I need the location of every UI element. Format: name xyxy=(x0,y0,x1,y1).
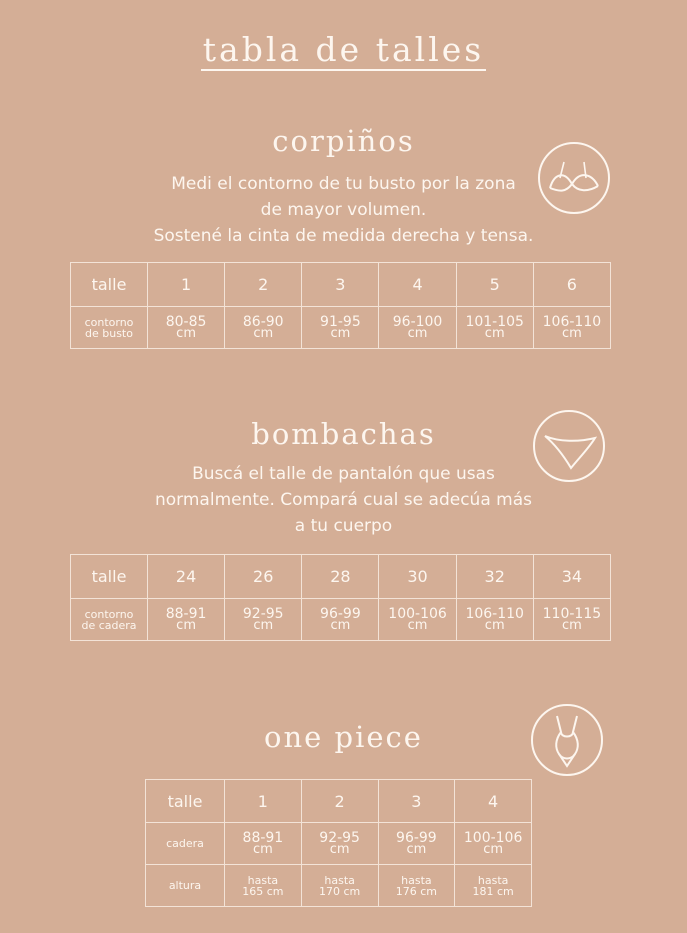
size-cell: 28 xyxy=(302,555,379,599)
height-cell: hasta 170 cm xyxy=(301,865,378,907)
page-title: tabla de talles xyxy=(202,30,485,69)
corpinos-size-table xyxy=(70,262,611,349)
height-cell: hasta 176 cm xyxy=(378,865,455,907)
size-cell: 2 xyxy=(301,780,378,823)
size-cell: 30 xyxy=(379,555,456,599)
measure-cell: 91-95 cm xyxy=(302,307,379,349)
measure-cell: 100-106 cm xyxy=(379,599,456,641)
bombachas-heading: bombachas xyxy=(251,417,436,451)
row-label-cadera: cadera xyxy=(146,823,225,865)
measure-cell: 106-110 cm xyxy=(533,307,610,349)
size-cell: 2 xyxy=(225,263,302,307)
row-label-contorno-busto: contorno de busto xyxy=(71,307,148,349)
measure-cell: 96-99 cm xyxy=(378,823,455,865)
row-label-talle: talle xyxy=(146,780,225,823)
size-cell: 6 xyxy=(533,263,610,307)
measure-cell: 106-110 cm xyxy=(456,599,533,641)
row-label-talle: talle xyxy=(71,555,148,599)
swimsuit-icon xyxy=(531,704,603,776)
size-cell: 5 xyxy=(456,263,533,307)
measure-cell: 80-85 cm xyxy=(148,307,225,349)
bombachas-description: Buscá el talle de pantalón que usas normalmente. Compará cual se adecúa más a tu cuerpo xyxy=(155,464,532,536)
onepiece-heading: one piece xyxy=(264,720,423,754)
measure-cell: 96-100 cm xyxy=(379,307,456,349)
measure-cell: 96-99 cm xyxy=(302,599,379,641)
measure-cell: 88-91 cm xyxy=(148,599,225,641)
corpinos-description: Medi el contorno de tu busto por la zona de mayor volumen. Sostené la cinta de medida derecha y tensa. xyxy=(153,174,534,246)
size-cell: 24 xyxy=(148,555,225,599)
measure-cell: 92-95 cm xyxy=(301,823,378,865)
height-cell: hasta 181 cm xyxy=(455,865,532,907)
measure-cell: 100-106 cm xyxy=(455,823,532,865)
measure-cell: 86-90 cm xyxy=(225,307,302,349)
row-label-altura: altura xyxy=(146,865,225,907)
measure-cell: 92-95 cm xyxy=(225,599,302,641)
size-cell: 1 xyxy=(148,263,225,307)
measure-cell: 101-105 cm xyxy=(456,307,533,349)
measure-cell: 110-115 cm xyxy=(533,599,610,641)
size-cell: 32 xyxy=(456,555,533,599)
size-cell: 4 xyxy=(455,780,532,823)
bombachas-size-table xyxy=(70,554,611,641)
measure-cell: 88-91 cm xyxy=(225,823,302,865)
size-cell: 1 xyxy=(225,780,302,823)
row-label-talle: talle xyxy=(71,263,148,307)
onepiece-size-table xyxy=(145,779,532,907)
size-cell: 26 xyxy=(225,555,302,599)
size-cell: 4 xyxy=(379,263,456,307)
corpinos-heading: corpiños xyxy=(272,124,415,158)
size-cell: 3 xyxy=(378,780,455,823)
row-label-contorno-cadera: contorno de cadera xyxy=(71,599,148,641)
size-cell: 34 xyxy=(533,555,610,599)
size-cell: 3 xyxy=(302,263,379,307)
height-cell: hasta 165 cm xyxy=(225,865,302,907)
